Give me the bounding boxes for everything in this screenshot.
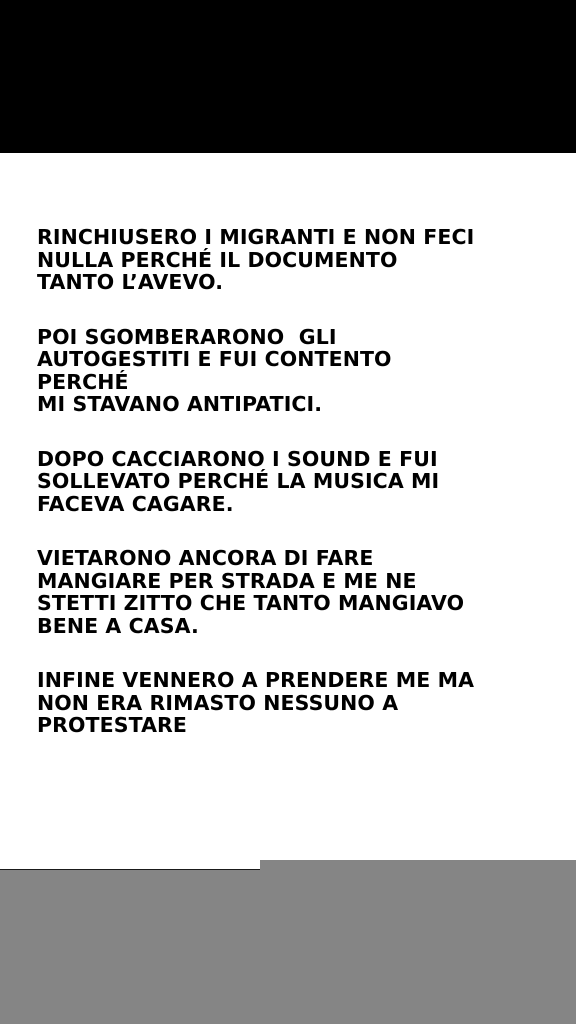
poem-line: POI SGOMBERARONO GLI xyxy=(37,324,337,349)
poem-line: SOLLEVATO PERCHÉ LA MUSICA MI xyxy=(37,469,440,493)
poem-line: AUTOGESTITI E FUI CONTENTO xyxy=(37,347,392,371)
poem-text xyxy=(37,226,557,769)
poem-line: FACEVA CAGARE. xyxy=(37,491,234,516)
stanza-3 xyxy=(37,448,557,516)
poem-line: NON ERA RIMASTO NESSUNO A xyxy=(37,690,399,715)
poem-line: MANGIARE PER STRADA E ME NE xyxy=(37,568,417,593)
stanza-4 xyxy=(37,547,557,637)
top-black-band xyxy=(0,0,576,153)
poem-line: BENE A CASA. xyxy=(37,613,199,638)
poem-line: MI STAVANO ANTIPATICI. xyxy=(37,392,323,416)
stanza-1 xyxy=(37,226,557,294)
poem-line: STETTI ZITTO CHE TANTO MANGIAVO xyxy=(37,591,465,615)
bottom-gray-band xyxy=(0,870,576,1024)
poem-line: TANTO L’AVEVO. xyxy=(37,270,224,294)
poem-line: PROTESTARE xyxy=(37,713,188,737)
stanza-5 xyxy=(37,669,557,737)
poem-line: INFINE VENNERO A PRENDERE ME MA xyxy=(37,668,475,692)
poem-line: DOPO CACCIARONO I SOUND E FUI xyxy=(37,446,438,471)
poem-line: PERCHÉ xyxy=(37,369,129,394)
stanza-2 xyxy=(37,326,557,416)
poem-line: RINCHIUSERO I MIGRANTI E NON FECI xyxy=(37,225,475,249)
poem-line: VIETARONO ANCORA DI FARE xyxy=(37,546,374,570)
poem-line: NULLA PERCHÉ IL DOCUMENTO xyxy=(37,247,398,272)
